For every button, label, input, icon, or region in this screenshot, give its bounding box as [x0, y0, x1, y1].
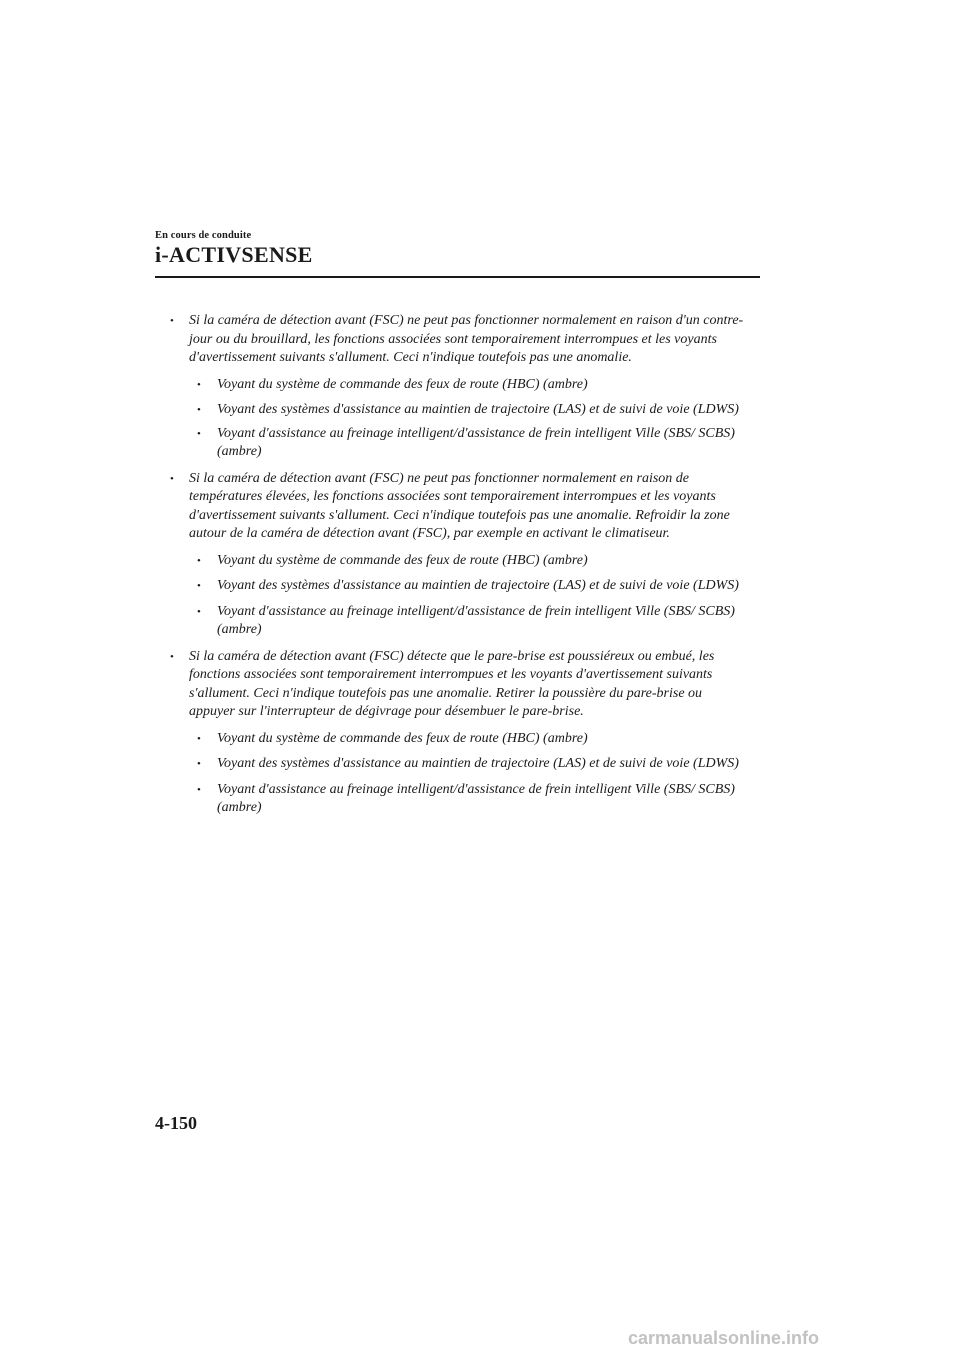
bullet-icon: •: [197, 404, 201, 416]
section-label: En cours de conduite: [155, 230, 252, 241]
bullet-icon: •: [197, 427, 201, 440]
sub-list: [189, 376, 750, 462]
bullet-icon: •: [170, 315, 174, 327]
item-text: Si la caméra de détection avant (FSC) ne peut pas fonctionner normalement en raison d'un contre-jour ou du brouillard, les fonctions associées sont temporairement interrompues et les voyants d'avertissement suivants s'allument. Ceci n'indique toutefois pas une anomalie.: [189, 313, 744, 365]
sub-item-text: Voyant d'assistance au freinage intelligent/d'assistance de frein intelligent Ville (SBS/ SCBS) (ambre): [217, 781, 735, 815]
chapter-title: i-ACTIVSENSE: [155, 242, 313, 267]
bullet-icon: •: [170, 650, 174, 663]
bullet-icon: •: [197, 758, 201, 770]
sub-list: [189, 552, 750, 640]
sub-list-item: [197, 425, 750, 462]
sub-list-item: [197, 781, 750, 818]
sub-item-text: Voyant du système de commande des feux de route (HBC) (ambre): [217, 552, 588, 568]
page-number: 4-150: [155, 1113, 197, 1133]
bullet-icon: •: [197, 783, 201, 796]
sub-item-text: Voyant des systèmes d'assistance au maintien de trajectoire (LAS) et de suivi de voie (LDWS): [217, 756, 739, 771]
sub-list-item: [197, 376, 750, 395]
list-item: [170, 648, 750, 818]
watermark-text: carmanualsonline.info: [628, 1328, 820, 1348]
list-item: [170, 470, 750, 640]
sub-list-item: [197, 603, 750, 640]
item-text: Si la caméra de détection avant (FSC) détecte que le pare-brise est poussiéreux ou embué, les fonctions associées sont temporairement interrompues et les voyants d'avertissement suivants s'allument. Ceci n'indique toutefois pas une anomalie. Retirer la poussière du pare-brise ou appuyer sur l'interrupteur de dégivrage pour désembuer le pare-brise.: [189, 648, 715, 719]
bullet-icon: •: [197, 554, 201, 567]
sub-list-item: [197, 577, 750, 596]
body-content: [170, 312, 750, 826]
sub-item-text: Voyant du système de commande des feux de route (HBC) (ambre): [217, 376, 588, 392]
sub-list-item: [197, 755, 750, 774]
sub-list-item: [197, 730, 750, 749]
bullet-icon: •: [170, 472, 174, 485]
sub-item-text: Voyant des systèmes d'assistance au maintien de trajectoire (LAS) et de suivi de voie (LDWS): [217, 578, 739, 593]
bullet-icon: •: [197, 732, 201, 745]
bullet-icon: •: [197, 605, 201, 618]
header-rule: [155, 276, 760, 278]
sub-item-text: Voyant d'assistance au freinage intelligent/d'assistance de frein intelligent Ville (SBS/ SCBS) (ambre): [217, 603, 735, 637]
sub-list-item: [197, 552, 750, 571]
sub-list: [189, 730, 750, 818]
sub-item-text: Voyant d'assistance au freinage intelligent/d'assistance de frein intelligent Ville (SBS/ SCBS) (ambre): [217, 425, 735, 459]
sub-item-text: Voyant du système de commande des feux de route (HBC) (ambre): [217, 730, 588, 746]
item-text: Si la caméra de détection avant (FSC) ne peut pas fonctionner normalement en raison de températures élevées, les fonctions associées sont temporairement interrompues et les voyants d'avertissement suivants s'allument. Ceci n'indique toutefois pas une anomalie. Refroidir la zone autour de la caméra de détection avant (FSC), par exemple en activant le climatiseur.: [189, 470, 730, 541]
bullet-icon: •: [197, 580, 201, 592]
bullet-icon: •: [197, 378, 201, 391]
sub-item-text: Voyant des systèmes d'assistance au maintien de trajectoire (LAS) et de suivi de voie (LDWS): [217, 402, 739, 417]
list-item: [170, 312, 750, 462]
sub-list-item: [197, 401, 750, 420]
